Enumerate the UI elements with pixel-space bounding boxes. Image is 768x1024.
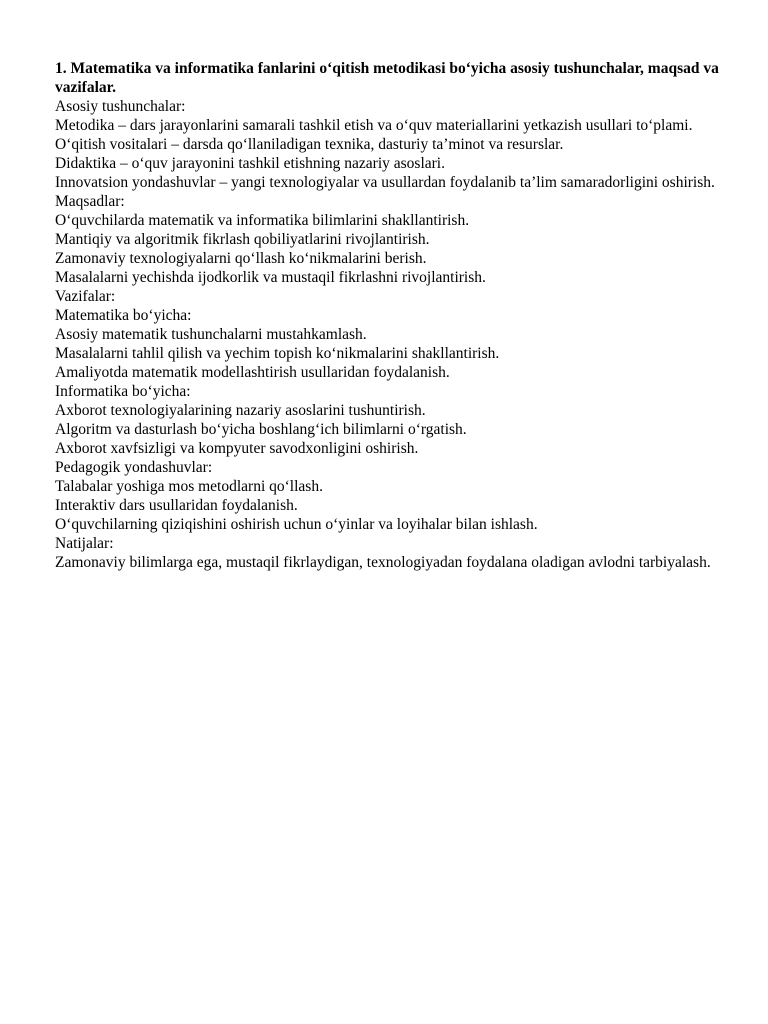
paragraph-line: O‘quvchilarning qiziqishini oshirish uchun o‘yinlar va loyihalar bilan ishlash.	[55, 516, 538, 533]
document-heading: 1. Matematika va informatika fanlarini o‘qitish metodikasi bo‘yicha asosiy tushunchalar, maqsad va vazifalar.	[55, 60, 719, 96]
section-label-maqsadlar: Maqsadlar:	[55, 193, 125, 210]
paragraph-line: Axborot texnologiyalarining nazariy asoslarini tushuntirish.	[55, 402, 426, 419]
paragraph-line: Talabalar yoshiga mos metodlarni qo‘llash.	[55, 478, 323, 495]
paragraph-line: Axborot xavfsizligi va kompyuter savodxonligini oshirish.	[55, 440, 419, 457]
section-label-vazifalar: Vazifalar:	[55, 288, 116, 305]
paragraph-line: O‘qitish vositalari – darsda qo‘llaniladigan texnika, dasturiy ta’minot va resurslar.	[55, 136, 564, 153]
paragraph-line: Amaliyotda matematik modellashtirish usullaridan foydalanish.	[55, 364, 450, 381]
paragraph-line: Mantiqiy va algoritmik fikrlash qobiliyatlarini rivojlantirish.	[55, 231, 430, 248]
section-label-natijalar: Natijalar:	[55, 535, 114, 552]
paragraph-line: Didaktika – o‘quv jarayonini tashkil etishning nazariy asoslari.	[55, 155, 445, 172]
section-label-pedagogik-yondashuvlar: Pedagogik yondashuvlar:	[55, 459, 213, 476]
subsection-label-matematika: Matematika bo‘yicha:	[55, 307, 192, 324]
paragraph-line: Masalalarni tahlil qilish va yechim topish ko‘nikmalarini shakllantirish.	[55, 345, 500, 362]
subsection-label-informatika: Informatika bo‘yicha:	[55, 383, 191, 400]
paragraph-line: Zamonaviy texnologiyalarni qo‘llash ko‘nikmalarini berish.	[55, 250, 427, 267]
paragraph-line: O‘quvchilarda matematik va informatika bilimlarini shakllantirish.	[55, 212, 470, 229]
document-page	[55, 59, 745, 572]
paragraph-line: Masalalarni yechishda ijodkorlik va mustaqil fikrlashni rivojlantirish.	[55, 269, 486, 286]
paragraph-line: Innovatsion yondashuvlar – yangi texnologiyalar va usullardan foydalanib ta’lim samaradorligini oshirish.	[55, 174, 715, 191]
paragraph-line: Metodika – dars jarayonlarini samarali tashkil etish va o‘quv materiallarini yetkazish usullari to‘plami.	[55, 117, 693, 134]
paragraph-line: Asosiy matematik tushunchalarni mustahkamlash.	[55, 326, 367, 343]
paragraph-line: Interaktiv dars usullaridan foydalanish.	[55, 497, 298, 514]
paragraph-line: Algoritm va dasturlash bo‘yicha boshlang‘ich bilimlarni o‘rgatish.	[55, 421, 467, 438]
paragraph-line: Zamonaviy bilimlarga ega, mustaqil fikrlaydigan, texnologiyadan foydalana oladigan avlodni tarbiyalash.	[55, 554, 711, 571]
section-label-asosiy-tushunchalar: Asosiy tushunchalar:	[55, 98, 186, 115]
